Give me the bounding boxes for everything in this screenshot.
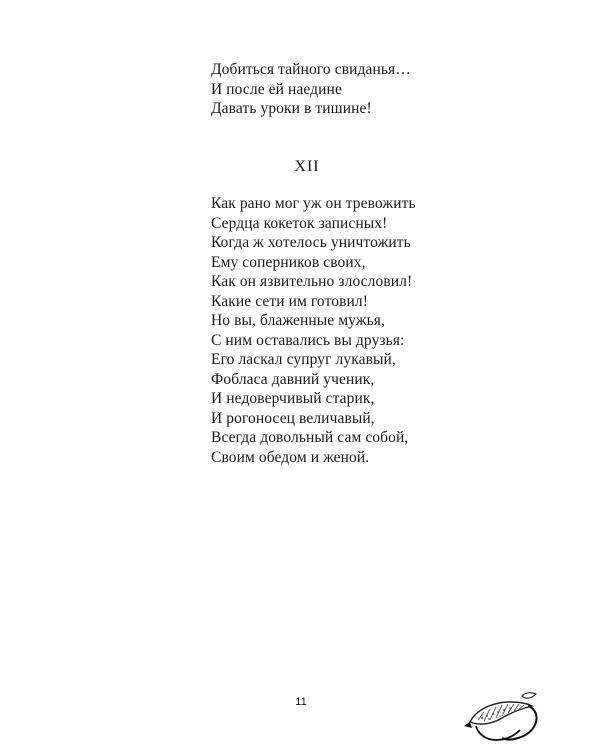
poem-line: Своим обедом и женой.: [211, 448, 370, 466]
poem-line: Когда ж хотелось уничтожить: [211, 234, 411, 251]
stanza-continuation: [211, 60, 411, 119]
poem-line: Фобласа давний ученик,: [211, 370, 375, 388]
poem-line: Добиться тайного свиданья…: [211, 61, 411, 78]
poem-line: Как он язвительно злословил!: [211, 273, 413, 290]
poem-line: Сердца кокеток записных!: [211, 214, 388, 232]
quill-pen-drawing-icon: [462, 688, 542, 744]
poem-line: И рогоносец величавый,: [211, 409, 375, 427]
poem-line: Какие сети им готовил!: [211, 292, 369, 310]
poem-line: Но вы, блаженные мужья,: [211, 312, 385, 329]
poem-line: Давать уроки в тишине!: [211, 100, 372, 117]
stanza-xii: [211, 194, 416, 467]
stanza-heading: XII: [294, 158, 320, 175]
poem-line: С ним оставались вы друзья:: [211, 331, 405, 349]
poem-line: Всегда довольный сам собой,: [211, 429, 409, 446]
poem-line: И недоверчивый старик,: [211, 390, 375, 407]
poem-line: Как рано мог уж он тревожить: [211, 195, 416, 212]
poem-line: Ему соперников своих,: [211, 253, 366, 271]
poem-line: Его ласкал супруг лукавый,: [211, 351, 396, 368]
page-number: 11: [295, 696, 307, 708]
poem-line: И после ей наедине: [211, 80, 342, 98]
